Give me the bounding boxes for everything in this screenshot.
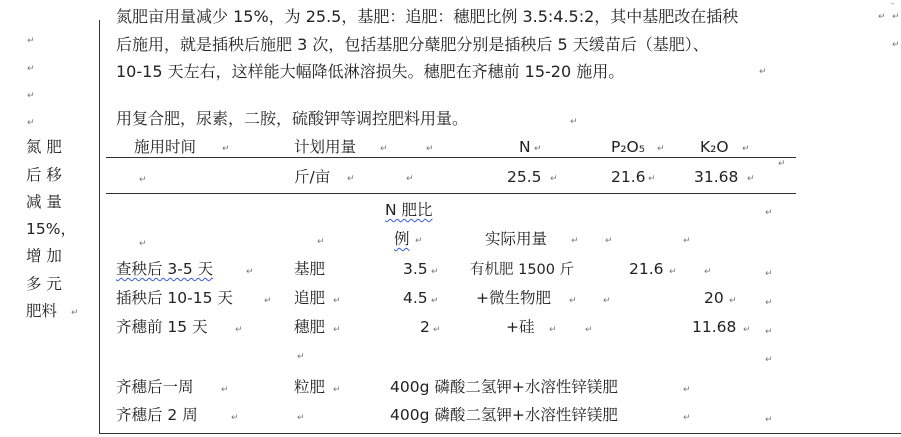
para-mark: ↵: [683, 385, 691, 395]
para-mark: ↵: [406, 174, 414, 184]
para-mark: ↵: [431, 296, 439, 306]
row2-ratio: 4.5: [403, 289, 428, 307]
row1-p2o5: 21.6: [629, 260, 664, 278]
para-mark: ↵: [892, 12, 900, 22]
para-mark: ↵: [765, 415, 773, 425]
para-mark: ↵: [246, 267, 254, 277]
para-mark: ↵: [139, 239, 147, 249]
para-mark: ↵: [742, 144, 750, 154]
para-mark: ↵: [585, 325, 593, 335]
para-mark: ↵: [765, 355, 773, 365]
total-k2o: 31.68: [694, 168, 739, 186]
total-p2o5: 21.6: [611, 168, 646, 186]
para-mark: ↵: [550, 174, 558, 184]
para-mark: ↵: [569, 296, 577, 306]
left-label-line6: 多 元: [26, 275, 62, 293]
para-mark: ↵: [571, 236, 579, 246]
para-mark: ↵: [603, 296, 611, 306]
header-n-ratio-2: [394, 232, 410, 248]
corner-mark: -: [891, 0, 895, 9]
header-n-ratio-text: N 肥比: [385, 201, 433, 219]
para-mark: ↵: [415, 236, 423, 246]
para-mark: ↵: [892, 40, 900, 50]
para-mark: ↵: [759, 67, 767, 77]
row1-time: [116, 262, 213, 278]
para-mark: ↵: [704, 267, 712, 277]
para-mark: ↵: [264, 296, 272, 306]
para-mark: ↵: [648, 174, 656, 184]
para-mark: ↵: [333, 296, 341, 306]
para-mark: ↵: [778, 159, 786, 169]
header-k2o: K₂O: [700, 138, 729, 156]
post2-desc: 400g 磷酸二氢钾+水溶性锌镁肥: [390, 406, 618, 424]
para-mark: ↵: [747, 174, 755, 184]
unit-jin-per-mu: 斤/亩: [294, 168, 331, 186]
header-application-time: 施用时间: [134, 138, 197, 156]
row1-actual: 有机肥 1500 斤: [470, 262, 575, 278]
header-p2o5: P₂O₅: [611, 138, 645, 156]
para-mark: ↵: [669, 267, 677, 277]
bottom-border: [99, 433, 901, 434]
header-n-ratio: [385, 203, 433, 219]
row1-ratio: 3.5: [403, 260, 428, 278]
row1-type: 基肥: [294, 260, 326, 278]
row3-time: 齐穗前 15 天: [116, 318, 208, 336]
para-mark: ↵: [27, 64, 35, 74]
left-label-line7: 肥料: [26, 302, 58, 320]
para-mark: ↵: [765, 208, 773, 218]
header-planned-amount: 计划用量: [294, 138, 357, 156]
header-n: N: [519, 138, 531, 156]
para-mark: ↵: [139, 175, 147, 185]
intro-line-4: 用复合肥，尿素，二胺，硫酸钾等调控肥料用量。: [116, 109, 469, 128]
para-mark: ↵: [333, 325, 341, 335]
header-n-ratio-text-2: 例: [394, 230, 410, 248]
para-mark: ↵: [765, 298, 773, 308]
para-mark: ↵: [27, 118, 35, 128]
para-mark: ↵: [431, 267, 439, 277]
row3-ratio: 2: [420, 318, 430, 336]
para-mark: ↵: [297, 352, 305, 362]
total-n: 25.5: [507, 168, 542, 186]
row2-k2o: 20: [704, 289, 724, 307]
left-label-line5: 增 加: [26, 247, 62, 265]
row3-k2o: 11.68: [692, 318, 737, 336]
header-actual-amount: 实际用量: [485, 230, 548, 248]
para-mark: ↵: [347, 174, 355, 184]
row3-type: 穗肥: [294, 318, 326, 336]
left-label-line4: 15%，: [26, 220, 76, 238]
para-mark: ↵: [433, 325, 441, 335]
para-mark: ↵: [534, 144, 542, 154]
post1-desc: 400g 磷酸二氢钾+水溶性锌镁肥: [390, 378, 618, 396]
table-top-rule: [106, 157, 796, 158]
left-label-line2: 后 移: [26, 166, 62, 184]
row2-actual: +微生物肥: [476, 289, 551, 307]
para-mark: ↵: [380, 144, 388, 154]
para-mark: ↵: [27, 36, 35, 46]
para-mark: ↵: [657, 144, 665, 154]
para-mark: ↵: [743, 325, 751, 335]
post1-time: 齐穗后一周: [116, 378, 194, 396]
para-mark: ↵: [222, 144, 230, 154]
para-mark: ↵: [605, 236, 613, 246]
para-mark: ↵: [549, 325, 557, 335]
para-mark: ↵: [221, 385, 229, 395]
para-mark: ↵: [235, 325, 243, 335]
para-mark: ↵: [317, 237, 325, 247]
para-mark: ↵: [27, 91, 35, 101]
column-divider: [99, 20, 100, 434]
para-mark: ↵: [426, 144, 434, 154]
para-mark: ↵: [570, 117, 578, 127]
intro-line-1: 氮肥亩用量减少 15%，为 25.5，基肥：追肥：穗肥比例 3.5:4.5:2，其中基肥改在插秧: [116, 7, 739, 26]
row3-actual: +硅: [506, 318, 535, 336]
para-mark: ↵: [729, 296, 737, 306]
para-mark: ↵: [333, 385, 341, 395]
para-mark: ↵: [683, 236, 691, 246]
left-label-line3: 减 量: [26, 193, 62, 211]
intro-line-2: 后施用，就是插秧后施肥 3 次，包括基肥分蘖肥分别是插秧后 5 天缓苗后（基肥）、: [116, 35, 709, 54]
post1-type: 粒肥: [294, 378, 326, 396]
para-mark: ↵: [71, 308, 79, 318]
row1-time-text: 查秧后 3-5 天: [116, 260, 214, 278]
left-label-line1: 氮 肥: [26, 138, 62, 156]
para-mark: ↵: [878, 12, 886, 22]
para-mark: ↵: [683, 413, 691, 423]
para-mark: ↵: [765, 269, 773, 279]
post2-time: 齐穗后 2 周: [116, 406, 198, 424]
table-header-rule: [106, 193, 796, 194]
intro-line-3: 10-15 天左右，这样能大幅降低淋溶损失。穗肥在齐穗前 15-20 施用。: [116, 62, 625, 81]
para-mark: ↵: [765, 327, 773, 337]
row2-time: 插秧后 10-15 天: [116, 289, 233, 307]
para-mark: ↵: [231, 413, 239, 423]
row2-type: 追肥: [294, 289, 326, 307]
para-mark: ↵: [297, 413, 305, 423]
